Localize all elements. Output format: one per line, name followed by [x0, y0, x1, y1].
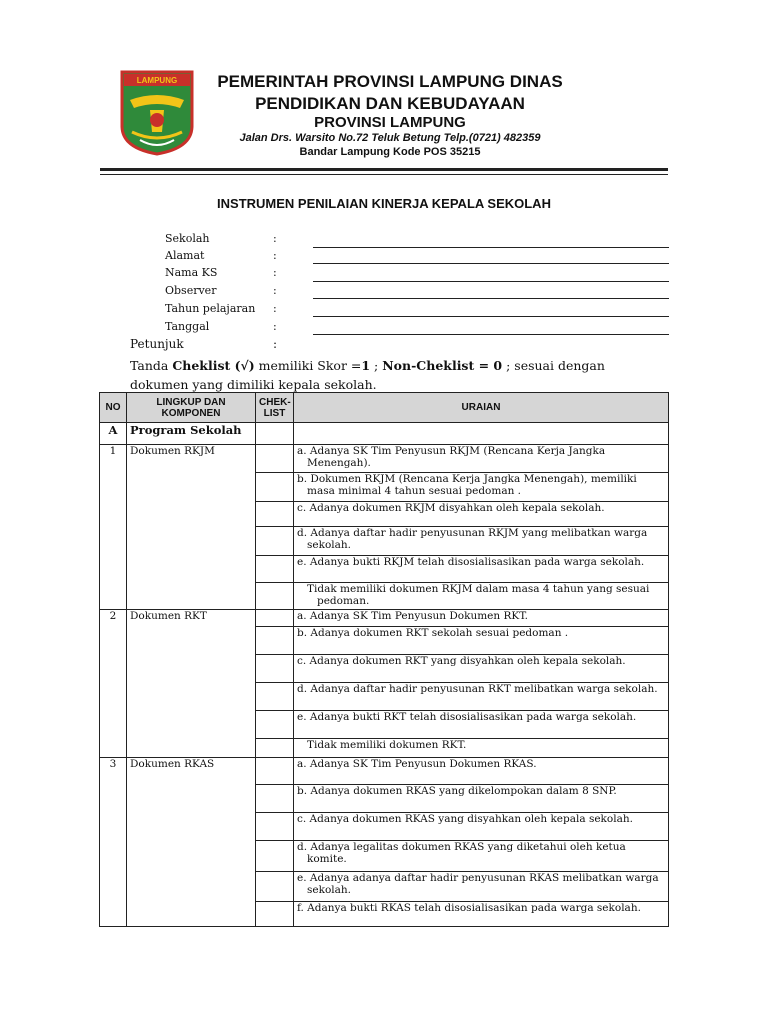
field-line-tahun-pelajaran[interactable]	[313, 316, 669, 317]
uraian-text: a. Adanya SK Tim Penyusun Dokumen RKT.	[297, 610, 529, 622]
uraian-cell	[294, 583, 669, 610]
uraian-text: a. Adanya SK Tim Penyusun Dokumen RKAS.	[297, 758, 537, 770]
checklist-cell[interactable]	[256, 610, 294, 627]
field-sekolah	[165, 232, 277, 248]
uraian-text: Tidak memiliki dokumen RKT.	[307, 739, 467, 751]
field-colon: :	[273, 266, 277, 279]
instruction-checklist: Cheklist (√)	[172, 358, 255, 373]
section-checklist-cell	[256, 423, 294, 445]
header-uraian: URAIAN	[294, 393, 669, 423]
checklist-cell[interactable]	[256, 583, 294, 610]
checklist-cell[interactable]	[256, 527, 294, 556]
header-lingkup: LINGKUP DAN KOMPONEN	[127, 393, 256, 423]
uraian-text: d. Adanya legalitas dokumen RKAS yang diketahui oleh ketua komite.	[297, 841, 626, 865]
group-no: 2	[100, 610, 127, 758]
petunjuk-colon: :	[273, 337, 278, 351]
uraian-text: b. Dokumen RKJM (Rencana Kerja Jangka Menengah), memiliki masa minimal 4 tahun sesuai pedoman .	[297, 473, 637, 497]
header-address: Jalan Drs. Warsito No.72 Teluk Betung Telp.(0721) 482359	[239, 132, 541, 144]
petunjuk	[130, 337, 278, 351]
uraian-text: d. Adanya daftar hadir penyusunan RKT melibatkan warga sekolah.	[297, 683, 658, 695]
field-colon: :	[273, 249, 277, 262]
field-line-nama-ks[interactable]	[313, 281, 669, 282]
checklist-cell[interactable]	[256, 683, 294, 711]
checklist-cell[interactable]	[256, 813, 294, 841]
uraian-cell	[294, 841, 669, 872]
lampung-emblem-icon	[120, 70, 194, 156]
field-line-alamat[interactable]	[313, 263, 669, 264]
field-colon: :	[273, 302, 277, 315]
checklist-cell[interactable]	[256, 502, 294, 527]
table-row	[100, 758, 669, 785]
uraian-text: f. Adanya bukti RKAS telah disosialisasikan pada warga sekolah.	[297, 902, 641, 914]
header-rule-thick	[100, 168, 668, 171]
field-label: Alamat	[165, 249, 205, 262]
instruction-part: Tanda	[130, 358, 173, 373]
checklist-cell[interactable]	[256, 872, 294, 902]
uraian-text: e. Adanya bukti RKT telah disosialisasikan pada warga sekolah.	[297, 711, 637, 723]
uraian-text: e. Adanya adanya daftar hadir penyusunan RKAS melibatkan warga sekolah.	[297, 872, 659, 896]
checklist-cell[interactable]	[256, 841, 294, 872]
uraian-cell	[294, 627, 669, 655]
uraian-cell	[294, 872, 669, 902]
group-label: Dokumen RKT	[127, 610, 256, 758]
uraian-cell	[294, 556, 669, 583]
uraian-text: d. Adanya daftar hadir penyusunan RKJM yang melibatkan warga sekolah.	[297, 527, 648, 551]
uraian-text: c. Adanya dokumen RKT yang disyahkan oleh kepala sekolah.	[297, 655, 626, 667]
uraian-cell	[294, 610, 669, 627]
uraian-cell	[294, 739, 669, 758]
instruction-part: memiliki Skor =	[254, 358, 362, 373]
checklist-cell[interactable]	[256, 473, 294, 502]
header-line-3: PROVINSI LAMPUNG	[314, 114, 466, 131]
group-no: 3	[100, 758, 127, 927]
section-label: Program Sekolah	[127, 423, 256, 445]
field-nama-ks	[165, 266, 277, 282]
uraian-text: c. Adanya dokumen RKJM disyahkan oleh kepala sekolah.	[297, 502, 605, 514]
group-label: Dokumen RKJM	[127, 445, 256, 610]
uraian-text: b. Adanya dokumen RKAS yang dikelompokan dalam 8 SNP.	[297, 785, 617, 797]
uraian-cell	[294, 655, 669, 683]
field-label: Tanggal	[165, 320, 210, 333]
field-label: Sekolah	[165, 232, 210, 245]
uraian-text: a. Adanya SK Tim Penyusun RKJM (Rencana Kerja Jangka Menengah).	[297, 445, 606, 469]
checklist-cell[interactable]	[256, 627, 294, 655]
petunjuk-label: Petunjuk	[130, 337, 184, 351]
uraian-cell	[294, 758, 669, 785]
checklist-cell[interactable]	[256, 739, 294, 758]
field-alamat	[165, 249, 277, 265]
uraian-cell	[294, 527, 669, 556]
field-tahun-pelajaran	[165, 302, 277, 318]
uraian-text: b. Adanya dokumen RKT sekolah sesuai pedoman .	[297, 627, 569, 639]
table-row	[100, 610, 669, 627]
header-rule-thin	[100, 174, 668, 175]
field-label: Nama KS	[165, 266, 218, 279]
instruction-part: ;	[370, 358, 383, 373]
assessment-table	[99, 392, 669, 927]
uraian-text: e. Adanya bukti RKJM telah disosialisasikan pada warga sekolah.	[297, 556, 645, 568]
section-no: A	[100, 423, 127, 445]
uraian-cell	[294, 785, 669, 813]
header-line-2: PENDIDIKAN DAN KEBUDAYAAN	[255, 94, 525, 113]
uraian-cell	[294, 473, 669, 502]
field-label: Observer	[165, 284, 217, 297]
instruction-part: ; sesuai dengan dokumen yang dimiliki kepala sekolah.	[130, 358, 605, 392]
checklist-cell[interactable]	[256, 785, 294, 813]
checklist-cell[interactable]	[256, 556, 294, 583]
field-label: Tahun pelajaran	[165, 302, 256, 315]
instruction-score: 1	[361, 358, 371, 373]
header-cheklist: CHEK-LIST	[256, 393, 294, 423]
checklist-cell[interactable]	[256, 655, 294, 683]
checklist-cell[interactable]	[256, 445, 294, 473]
checklist-cell[interactable]	[256, 711, 294, 739]
checklist-cell[interactable]	[256, 902, 294, 927]
uraian-cell	[294, 502, 669, 527]
field-colon: :	[273, 284, 277, 297]
section-uraian-cell	[294, 423, 669, 445]
uraian-cell	[294, 902, 669, 927]
header-line-1: PEMERINTAH PROVINSI LAMPUNG DINAS	[217, 72, 563, 91]
uraian-cell	[294, 813, 669, 841]
field-colon: :	[273, 320, 277, 333]
field-observer	[165, 284, 277, 300]
logo-text: LAMPUNG	[136, 76, 178, 85]
group-no: 1	[100, 445, 127, 610]
field-line-observer[interactable]	[313, 298, 669, 299]
header-no: NO	[100, 393, 127, 423]
instruction-text	[130, 356, 650, 394]
instruction-non-checklist: Non-Cheklist = 0	[382, 358, 503, 373]
header-postal: Bandar Lampung Kode POS 35215	[299, 146, 481, 158]
field-colon: :	[273, 232, 277, 245]
checklist-cell[interactable]	[256, 758, 294, 785]
uraian-text: Tidak memiliki dokumen RKJM dalam masa 4 tahun yang sesuai pedoman.	[307, 583, 650, 607]
field-tanggal	[165, 320, 277, 336]
uraian-cell	[294, 711, 669, 739]
uraian-cell	[294, 683, 669, 711]
field-line-sekolah[interactable]	[313, 247, 669, 248]
uraian-cell	[294, 445, 669, 473]
field-line-tanggal[interactable]	[313, 334, 669, 335]
group-label: Dokumen RKAS	[127, 758, 256, 927]
table-row	[100, 445, 669, 473]
document-title: INSTRUMEN PENILAIAN KINERJA KEPALA SEKOLAH	[217, 196, 551, 211]
uraian-text: c. Adanya dokumen RKAS yang disyahkan oleh kepala sekolah.	[297, 813, 633, 825]
